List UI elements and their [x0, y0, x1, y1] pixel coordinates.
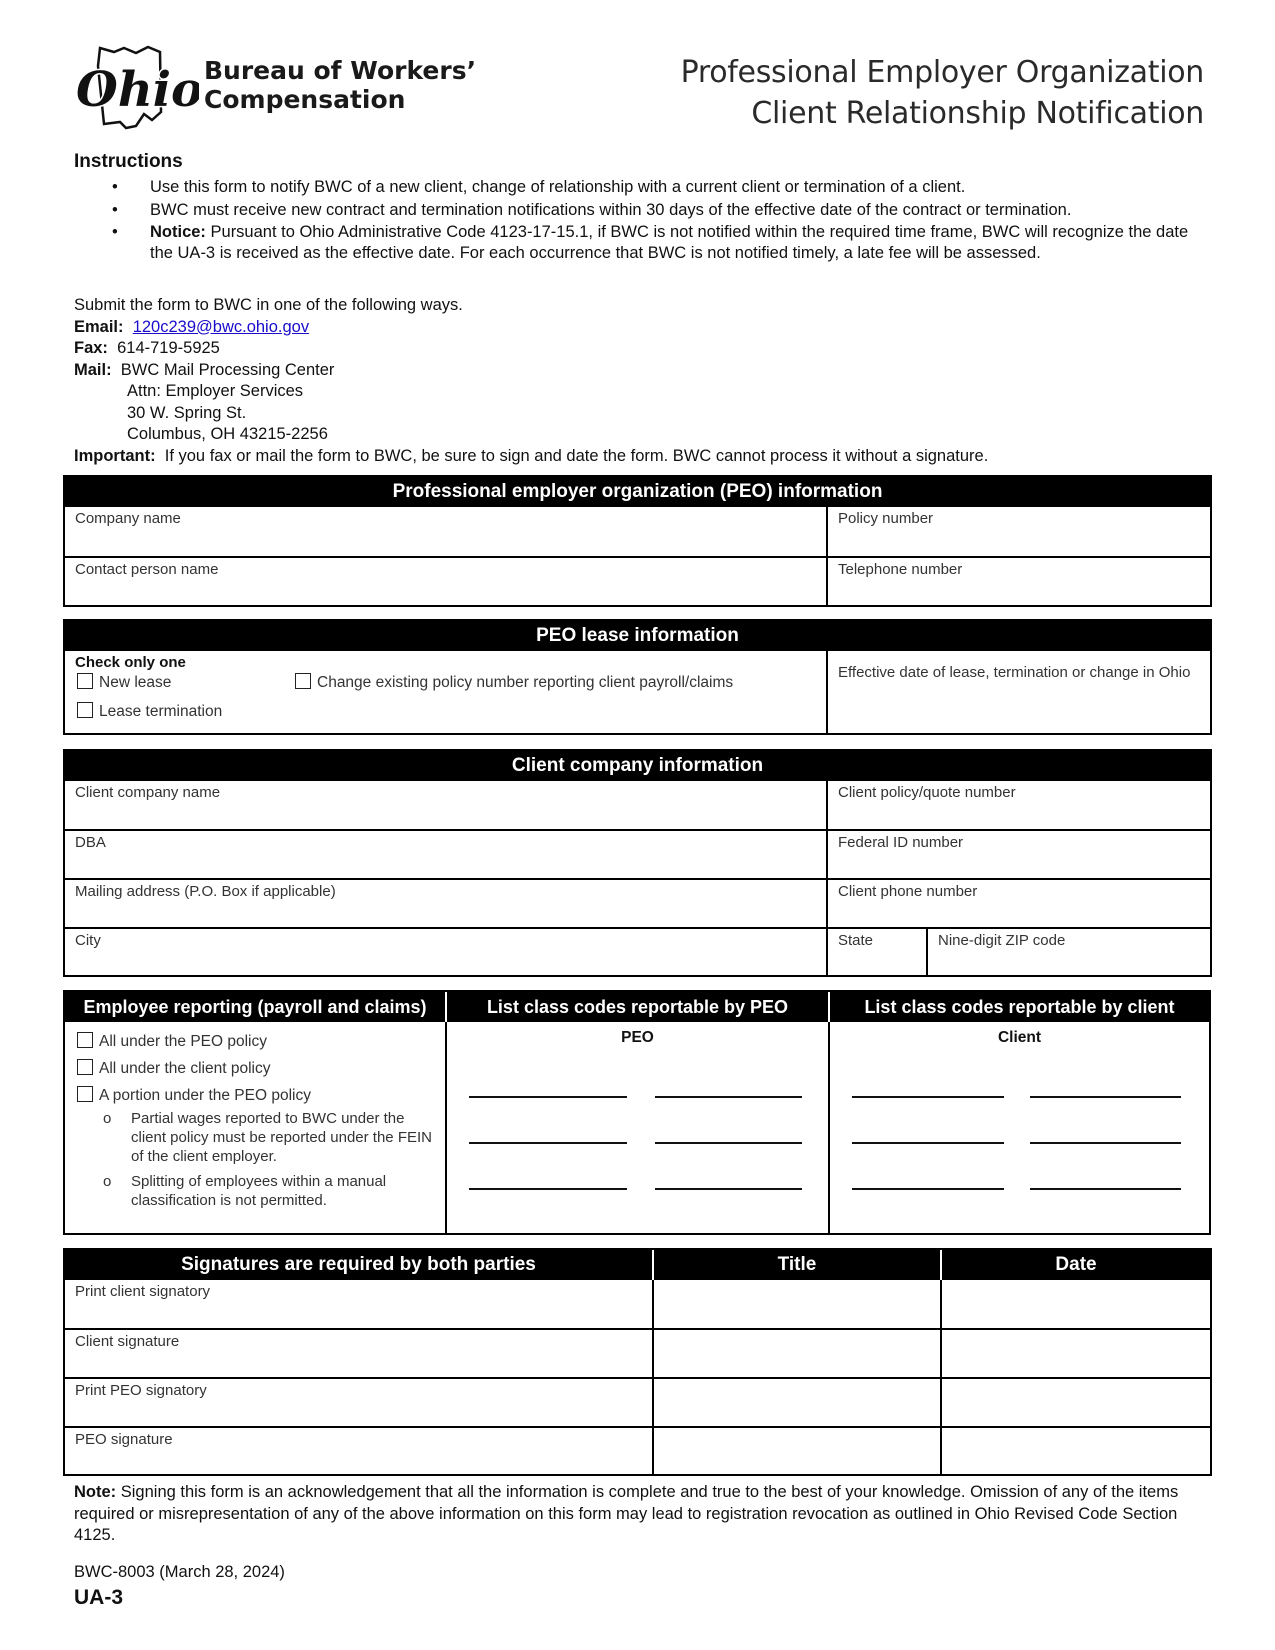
state-field[interactable]: State [826, 929, 926, 975]
client-class-codes [828, 1022, 1209, 1233]
important-text: If you fax or mail the form to BWC, be sure to sign and date the form. BWC cannot process it without a signature. [164, 446, 989, 465]
contact-person-field[interactable]: Contact person name [75, 561, 219, 578]
submit-intro: Submit the form to BWC in one of the following ways. [74, 296, 463, 314]
telephone-field[interactable]: Telephone number [826, 558, 1210, 605]
effective-date-field[interactable]: Effective date of lease, termination or change in Ohio [826, 651, 1210, 733]
client-code-line[interactable] [852, 1188, 1004, 1190]
client-signatory-date-field[interactable] [940, 1280, 1210, 1328]
peo-signature-date-field[interactable] [940, 1428, 1210, 1474]
employee-reporting-heading: Employee reporting (payroll and claims) [65, 992, 445, 1022]
all-client-checkbox[interactable] [77, 1059, 93, 1075]
company-name-field[interactable]: Company name [75, 510, 181, 527]
new-lease-checkbox[interactable] [77, 673, 93, 689]
all-client-option[interactable]: All under the client policy [77, 1059, 433, 1078]
peo-code-line[interactable] [469, 1188, 627, 1190]
change-existing-option[interactable]: Change existing policy number reporting client payroll/claims [295, 673, 733, 692]
lease-info-heading: PEO lease information [65, 621, 1210, 651]
client-signature-title-field[interactable] [652, 1330, 940, 1377]
peo-column-label: PEO [621, 1029, 654, 1046]
splitting-note: o Splitting of employees within a manual classification is not permitted. [103, 1173, 387, 1209]
peo-signature-field[interactable]: PEO signature [75, 1431, 173, 1448]
peo-info-heading: Professional employer organization (PEO) information [65, 477, 1210, 507]
lease-termination-checkbox[interactable] [77, 702, 93, 718]
peo-info-section [63, 475, 1212, 607]
new-lease-option[interactable]: New lease [77, 673, 171, 692]
org-name [204, 56, 476, 114]
form-title-line1: Professional Employer Organization [680, 55, 1204, 90]
form-number: BWC-8003 (March 28, 2024) [74, 1563, 285, 1581]
client-policy-field[interactable]: Client policy/quote number [826, 781, 1210, 829]
ohio-logo [74, 44, 199, 134]
zip-field[interactable]: Nine-digit ZIP code [926, 929, 1210, 975]
partial-wages-note: o Partial wages reported to BWC under the client policy must be reported under the FEIN of the client employer. [103, 1110, 432, 1165]
instructions-heading: Instructions [74, 151, 183, 172]
all-peo-option[interactable]: All under the PEO policy [77, 1032, 433, 1051]
mail-line: Columbus, OH 43215-2256 [127, 425, 328, 443]
submit-block: Submit the form to BWC in one of the following ways. Email: 120c239@bwc.ohio.gov Fax: 614-719-5925 Mail: BWC Mail Processing Center Attn: Employer Services 30 W. Spring St. Columbus, OH 43215-2256 Important: If you fax or mail the form to BWC, be sure to sign and date the form. BWC cannot process it without a signature. [74, 296, 989, 465]
check-only-one-label: Check only one [75, 654, 186, 671]
client-signatory-title-field[interactable] [652, 1280, 940, 1328]
org-name-line1: Bureau of Workers’ [204, 56, 477, 85]
peo-signatory-date-field[interactable] [940, 1379, 1210, 1426]
acknowledgement-note: Note: Signing this form is an acknowledgement that all the information is complete and true to the best of your knowledge. Omission of any of the items required or misrepresentation of any of the above information on this form may lead to registration revocation as outlined in Ohio Revised Code Section 4125. [74, 1483, 1179, 1544]
instruction-item: • Notice: Pursuant to Ohio Administrative Code 4123-17-15.1, if BWC is not notified within the required time frame, BWC will recognize the date the UA-3 is received as the effective date. For each occurrence that BWC is not notified timely, a late fee will be assessed. [112, 222, 1207, 263]
peo-class-codes-heading: List class codes reportable by PEO [445, 992, 828, 1022]
mail-line: Attn: Employer Services [127, 382, 304, 400]
instructions-list [112, 177, 1207, 265]
policy-number-field[interactable]: Policy number [826, 507, 1210, 556]
print-peo-signatory-field[interactable]: Print PEO signatory [75, 1382, 207, 1399]
portion-peo-option[interactable]: A portion under the PEO policy [77, 1086, 433, 1105]
instruction-item: • BWC must receive new contract and termination notifications within 30 days of the effective date of the contract or termination. [112, 200, 1207, 221]
dba-field[interactable]: DBA [75, 834, 106, 851]
lease-termination-option[interactable]: Lease termination [77, 702, 222, 721]
client-class-codes-heading: List class codes reportable by client [828, 992, 1209, 1022]
signatures-heading: Signatures are required by both parties [65, 1250, 652, 1280]
client-code-line[interactable] [852, 1142, 1004, 1144]
peo-code-line[interactable] [655, 1188, 802, 1190]
peo-code-line[interactable] [469, 1142, 627, 1144]
lease-type-options [65, 651, 826, 733]
date-column-heading: Date [940, 1250, 1210, 1280]
form-title [681, 52, 1204, 134]
all-peo-checkbox[interactable] [77, 1032, 93, 1048]
peo-signature-title-field[interactable] [652, 1428, 940, 1474]
client-phone-field[interactable]: Client phone number [826, 880, 1210, 927]
mail-line: BWC Mail Processing Center [120, 360, 335, 379]
peo-code-line[interactable] [655, 1142, 802, 1144]
client-code-line[interactable] [852, 1096, 1004, 1098]
peo-class-codes [445, 1022, 828, 1233]
federal-id-field[interactable]: Federal ID number [826, 831, 1210, 878]
lease-info-section [63, 619, 1212, 735]
title-column-heading: Title [652, 1250, 940, 1280]
instruction-item: • Use this form to notify BWC of a new client, change of relationship with a current client or termination of a client. [112, 177, 1207, 198]
mailing-address-field[interactable]: Mailing address (P.O. Box if applicable) [75, 883, 336, 900]
client-info-heading: Client company information [65, 751, 1210, 781]
city-field[interactable]: City [75, 932, 101, 949]
org-name-line2: Compensation [204, 85, 406, 114]
peo-code-line[interactable] [655, 1096, 802, 1098]
client-code-line[interactable] [1030, 1188, 1181, 1190]
peo-code-line[interactable] [469, 1096, 627, 1098]
client-info-section [63, 749, 1212, 977]
client-code-line[interactable] [1030, 1142, 1181, 1144]
portion-peo-checkbox[interactable] [77, 1086, 93, 1102]
client-column-label: Client [997, 1029, 1042, 1046]
client-company-name-field[interactable]: Client company name [75, 784, 221, 801]
change-existing-checkbox[interactable] [295, 673, 311, 689]
employee-reporting-section [63, 990, 1211, 1235]
client-signature-field[interactable]: Client signature [75, 1333, 180, 1350]
mail-line: 30 W. Spring St. [127, 403, 247, 422]
print-client-signatory-field[interactable]: Print client signatory [75, 1283, 211, 1300]
email-link[interactable]: 120c239@bwc.ohio.gov [132, 317, 310, 336]
peo-signatory-title-field[interactable] [652, 1379, 940, 1426]
form-code: UA-3 [74, 1586, 124, 1609]
form-title-line2: Client Relationship Notification [751, 96, 1204, 131]
signatures-section [63, 1248, 1212, 1476]
ohio-logo-text: Ohio [76, 62, 199, 118]
client-code-line[interactable] [1030, 1096, 1181, 1098]
reporting-options [65, 1022, 445, 1233]
fax-number: 614-719-5925 [117, 339, 220, 357]
client-signature-date-field[interactable] [940, 1330, 1210, 1377]
